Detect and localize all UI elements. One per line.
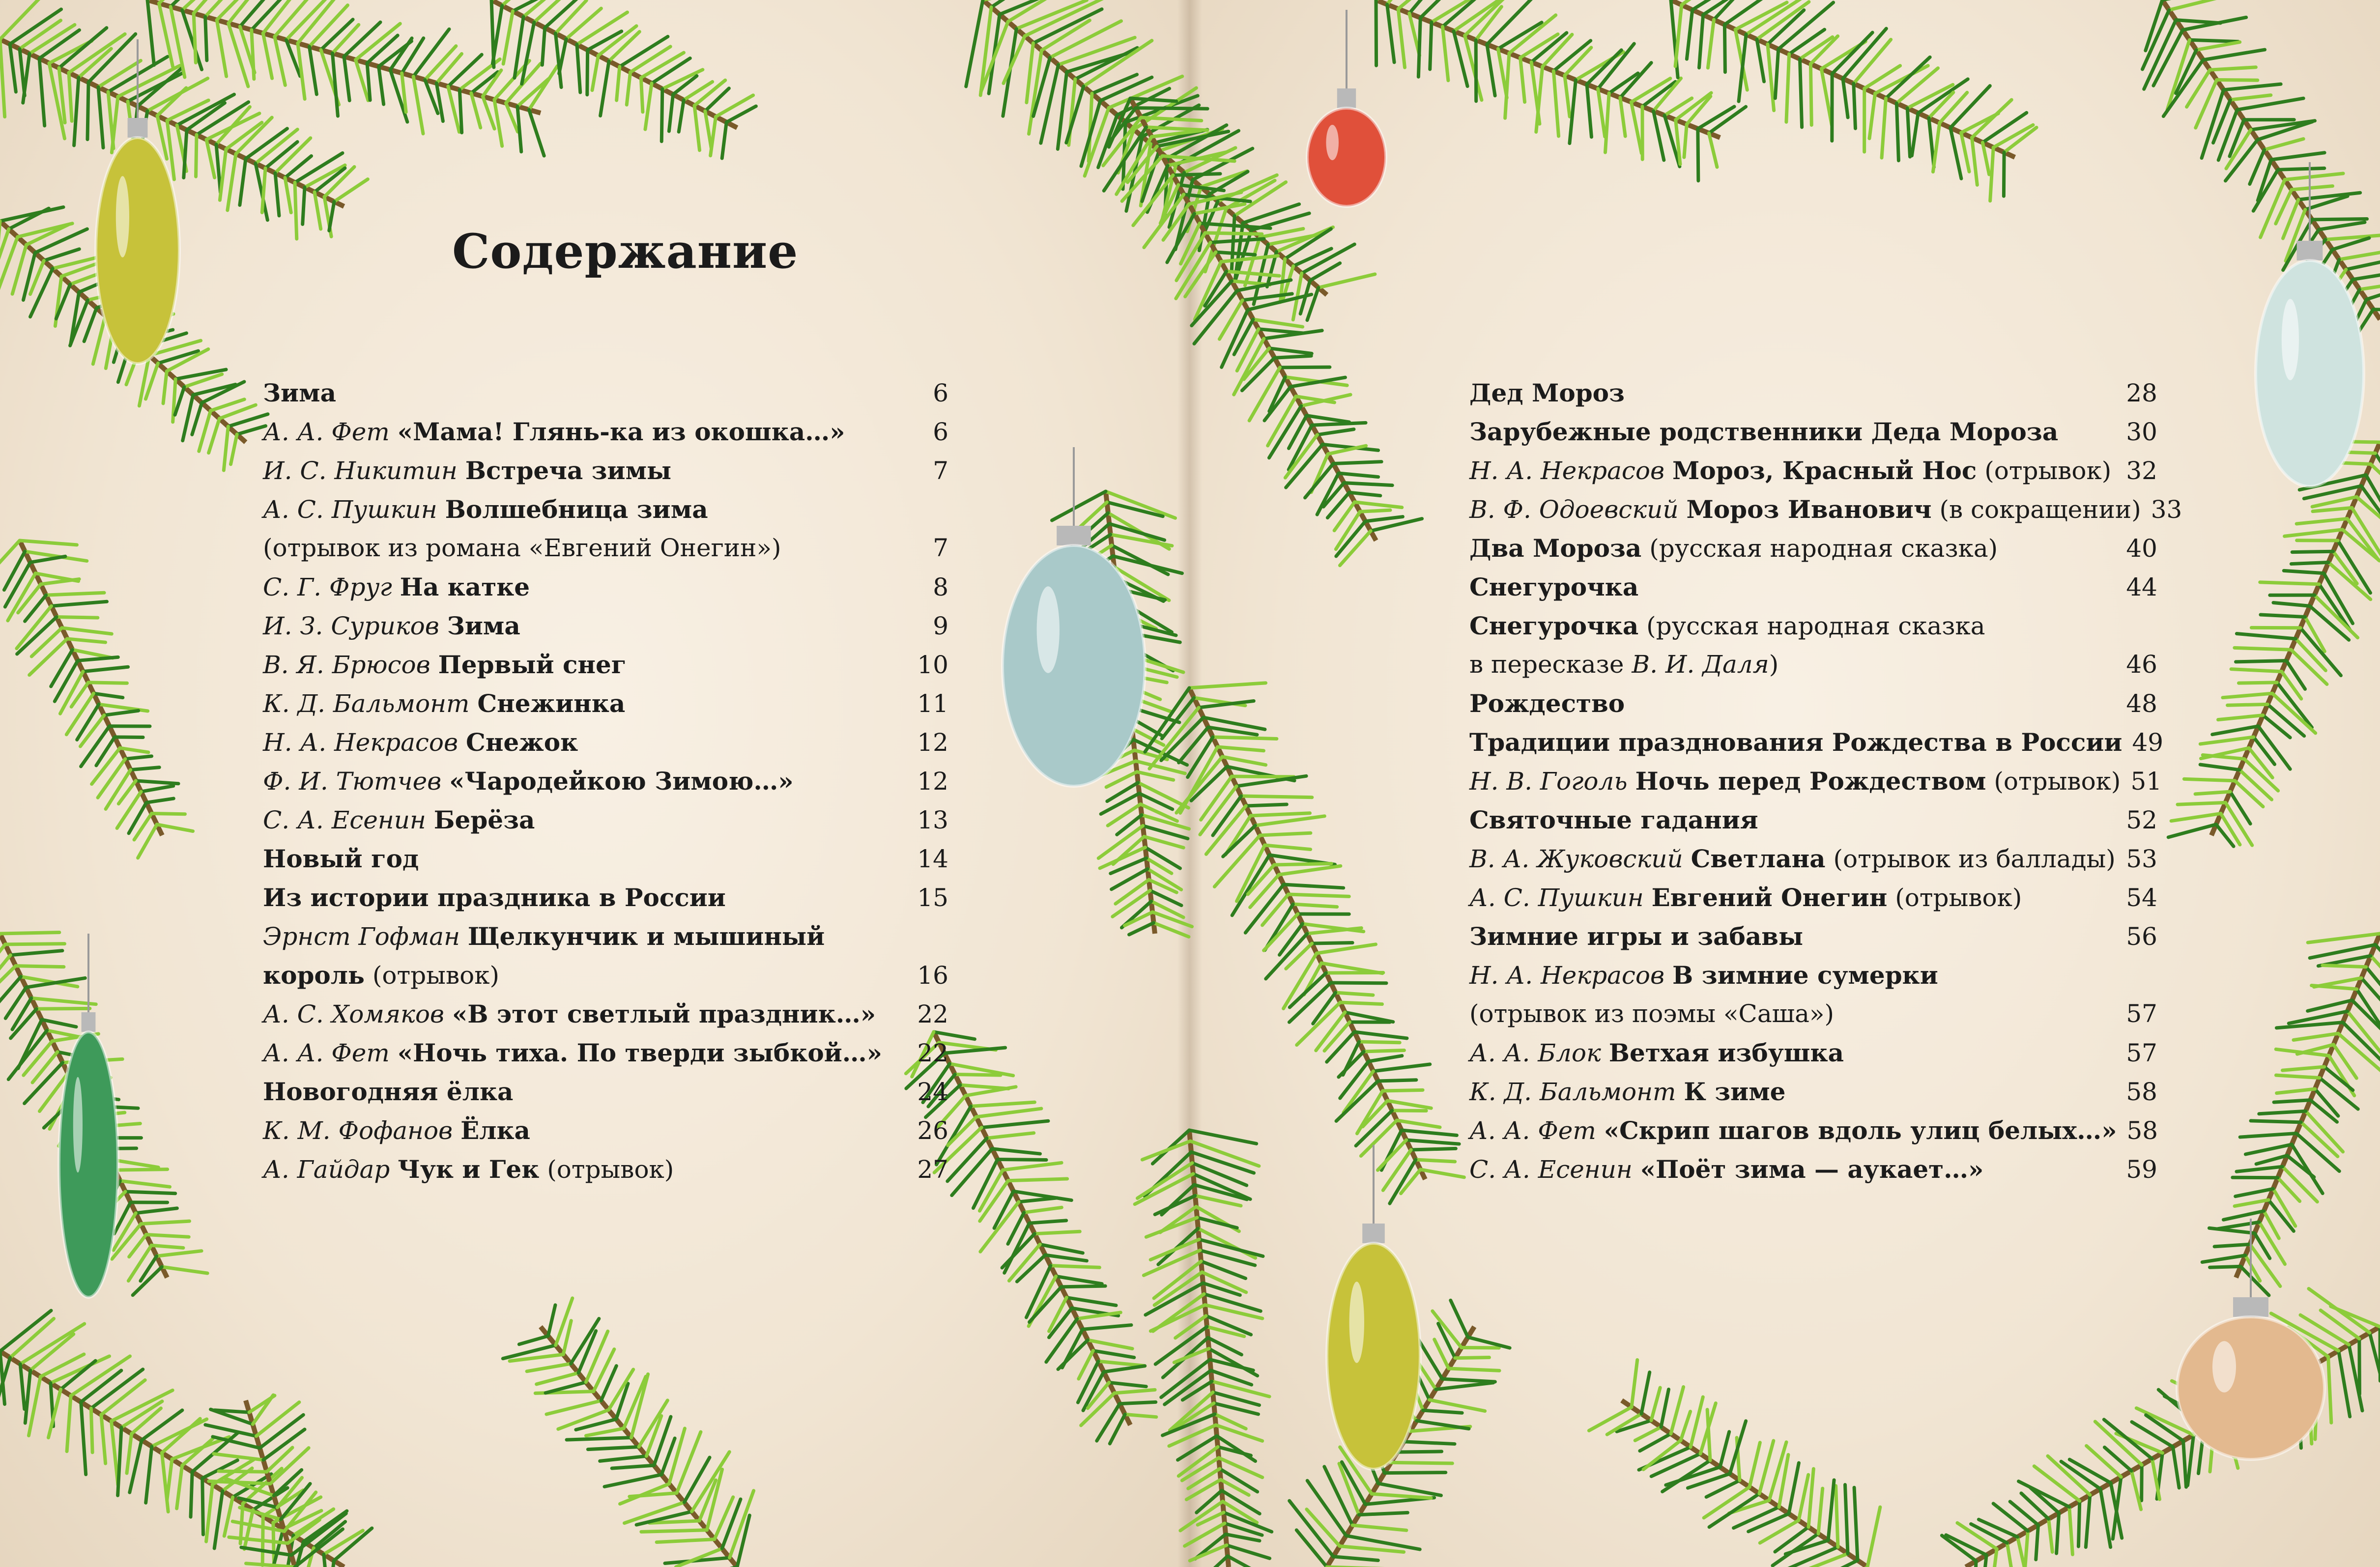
toc-entry [263,800,948,839]
toc-author: А. А. Фет [1469,1116,1596,1145]
toc-author: Н. А. Некрасов [1469,961,1665,990]
toc-work: Волшебница зима [445,495,708,524]
toc-note: (русская народная сказка [1646,612,1985,640]
toc-author: К. Д. Бальмонт [263,689,470,718]
toc-work: «Чародейкою Зимою…» [449,767,794,796]
toc-entry-text [263,451,671,490]
toc-work: Ночь перед Рождеством [1635,767,1986,796]
toc-author: А. А. Фет [263,418,390,446]
toc-entry [263,412,948,451]
toc-entry [263,529,948,568]
toc-entry-text [1469,684,1625,723]
toc-entry-text [1469,373,1625,413]
toc-entry [1469,1072,2157,1111]
toc-entry [1469,995,2157,1033]
toc-entry [1469,568,2157,606]
toc-section: Два Мороза [1469,534,1642,563]
toc-entry-text [1469,1111,2117,1150]
fir-branch [2202,934,2380,1295]
toc-entry [1469,451,2157,490]
toc-entry [263,917,948,956]
toc-section: Снегурочка [1469,572,1639,601]
toc-page-number: 53 [2126,845,2157,873]
toc-page-number: 7 [933,534,948,562]
toc-entry [263,956,948,995]
toc-note: (русская народная сказка) [1649,534,1998,563]
toc-entry-text [263,412,845,452]
toc-work: Снежок [466,728,578,757]
toc-note: (отрывок) [1895,883,2022,912]
toc-page-number: 58 [2126,1078,2157,1106]
toc-section: Зарубежные родственники Деда Мороза [1469,417,2059,446]
toc-entry [1469,412,2157,451]
toc-entry [1469,917,2157,956]
toc-entry [1469,723,2164,762]
toc-entry [263,1072,948,1111]
toc-page-number: 12 [917,767,948,796]
toc-page-number: 6 [933,379,948,407]
toc-entry [263,1150,948,1189]
toc-author: С. А. Есенин [1469,1155,1633,1184]
toc-note: (отрывок из романа «Евгений Онегин») [263,534,781,562]
toc-author: Ф. И. Тютчев [263,767,442,796]
toc-entry [263,645,948,684]
toc-entry [1469,839,2157,878]
toc-entry-text [263,839,419,879]
toc-author: А. С. Пушкин [1469,883,1644,912]
toc-entry-text [263,917,825,956]
ornament-ball-icon [2177,1219,2324,1459]
toc-section: Святочные гадания [1469,805,1758,834]
toc-note: (отрывок из поэмы «Саша») [1469,999,1835,1028]
toc-page-number: 24 [917,1078,948,1106]
fir-branch [491,0,756,158]
toc-entry-text [263,1033,882,1073]
toc-author: Н. А. Некрасов [263,728,459,757]
toc-page-number: 16 [917,961,948,990]
toc-entry-text [263,878,726,917]
toc-section: Зима [263,378,336,407]
toc-page-number: 46 [2126,650,2157,679]
toc-author: А. А. Блок [1469,1039,1601,1067]
toc-author: К. Д. Бальмонт [1469,1078,1676,1106]
toc-work: Первый снег [438,650,627,679]
toc-page-number: 7 [933,456,948,485]
toc-page-number: 59 [2126,1155,2157,1184]
toc-note: в пересказе [1469,650,1624,679]
toc-note: (отрывок) [547,1155,674,1184]
toc-work: «Скрип шагов вдоль улиц белых…» [1604,1116,2117,1145]
toc-author: В. Ф. Одоевский [1469,495,1679,524]
toc-entry [263,762,948,800]
toc-author: Н. А. Некрасов [1469,456,1665,485]
toc-entry-text [1469,606,1985,646]
toc-section: Новогодняя ёлка [263,1077,514,1106]
toc-page-number: 28 [2126,379,2157,407]
toc-entry [263,1033,948,1072]
toc-entry-text [263,606,520,646]
ornament-green-icicle-icon [59,934,118,1297]
toc-section: Рождество [1469,689,1625,718]
toc-author: И. З. Суриков [263,612,439,640]
fir-branch [1942,1289,2380,1567]
toc-page-number: 57 [2126,999,2157,1028]
toc-entry-text [263,956,499,995]
fir-branch [0,541,193,858]
toc-entry-text [263,1150,674,1189]
toc-entry [1469,684,2157,723]
toc-entry-text [1469,645,1778,684]
toc-entry [1469,529,2157,568]
toc-author: В. И. Даля [1632,650,1769,679]
toc-entry-text [1469,529,1998,568]
toc-page-number: 8 [933,573,948,601]
toc-entry-text [1469,917,1803,956]
toc-entry-text [1469,1033,1844,1073]
toc-page-number: 15 [917,883,948,912]
toc-left-column [263,373,948,1189]
toc-author: И. С. Никитин [263,456,458,485]
toc-note: (отрывок) [1994,767,2121,796]
toc-page-number: 22 [917,1039,948,1067]
toc-entry-text [1469,995,1834,1033]
toc-entry-text [1469,412,2058,452]
toc-entry [1469,645,2157,684]
toc-entry [263,568,948,606]
toc-work: «В этот светлый праздник…» [452,999,876,1028]
toc-page-number: 48 [2126,689,2157,718]
toc-entry [263,995,948,1033]
page-title: Содержание [452,224,799,279]
toc-page-number: 49 [2132,728,2164,757]
toc-work: Ветхая избушка [1608,1038,1844,1067]
toc-page-number: 33 [2151,495,2182,524]
toc-entry [1469,1033,2157,1072]
toc-page-number: 12 [917,728,948,757]
toc-entry [1469,373,2157,412]
toc-note: (отрывок) [372,961,499,990]
toc-page-number: 52 [2126,806,2157,834]
toc-entry [263,839,948,878]
toc-page-number: 40 [2126,534,2157,563]
toc-author: А. С. Хомяков [263,1000,445,1028]
toc-work: Берёза [433,805,535,834]
toc-entry [1469,1150,2157,1189]
toc-work: Светлана [1691,844,1826,873]
toc-entry [263,1111,948,1150]
toc-entry-text [1469,723,2122,762]
toc-entry-text [263,762,794,801]
toc-section: Традиции празднования Рождества в России [1469,728,2122,757]
fir-branch [1589,1360,1880,1567]
toc-note: ) [1769,650,1779,679]
toc-entry-text [263,529,781,568]
toc-entry [1469,800,2157,839]
toc-entry-text [263,568,530,607]
toc-page-number: 13 [917,806,948,834]
toc-note: (в сокращении) [1939,495,2141,524]
toc-work: Снежинка [477,689,626,718]
toc-work: «Мама! Глянь-ка из окошка…» [397,417,845,446]
toc-entry [263,878,948,917]
toc-work: Евгений Онегин [1651,883,1888,912]
toc-page-number: 30 [2126,418,2157,446]
fir-branch [503,1298,753,1567]
toc-entry-text [1469,762,2121,801]
toc-entry-text [1469,956,1938,995]
toc-author: Н. В. Гоголь [1469,767,1628,796]
toc-author: В. А. Жуковский [1469,845,1683,873]
toc-entry [263,451,948,490]
toc-page-number: 51 [2130,767,2162,796]
toc-page-number: 14 [917,845,948,873]
fir-branch [1145,683,1464,1203]
toc-entry [1469,1111,2157,1150]
toc-author: С. А. Есенин [263,806,426,834]
toc-entry [263,606,948,645]
toc-entry-text [263,490,708,529]
toc-entry [1469,762,2162,800]
fir-branch [205,1395,346,1567]
toc-entry-text [1469,568,1638,607]
toc-work: Зима [447,611,520,640]
toc-author: Эрнст Гофман [263,922,460,951]
toc-work: король [263,961,365,990]
toc-work: «Поёт зима — аукает…» [1640,1155,1984,1184]
toc-page-number: 9 [933,612,948,640]
toc-entry-text [1469,1150,1983,1189]
toc-work: В зимние сумерки [1672,961,1938,990]
toc-section: Снегурочка [1469,611,1639,640]
toc-page-number: 54 [2126,883,2157,912]
toc-work: К зиме [1684,1077,1786,1106]
toc-note: (отрывок) [1984,456,2112,485]
fir-branch [1671,0,2036,201]
toc-author: К. М. Фофанов [263,1116,453,1145]
toc-entry [263,723,948,762]
toc-work: Мороз Иванович [1686,495,1932,524]
toc-entry [1469,878,2157,917]
toc-author: А. С. Пушкин [263,495,437,524]
ornament-yellow-cone-icon [1327,1145,1420,1469]
toc-note: (отрывок из баллады) [1833,845,2116,873]
fir-branch [0,1311,372,1567]
toc-section: Зимние игры и забавы [1469,922,1804,951]
toc-entry [263,490,948,529]
fir-branch [2168,441,2380,847]
toc-author: А. А. Фет [263,1039,390,1067]
toc-work: Встреча зимы [465,456,672,485]
ornament-red-cone-icon [1307,10,1386,206]
toc-entry [1469,490,2182,529]
toc-entry-text [263,1111,530,1150]
toc-work: «Ночь тиха. По тверди зыбкой…» [397,1038,883,1067]
toc-entry-text [1469,451,2111,490]
toc-section: Дед Мороз [1469,378,1625,407]
toc-work: Мороз, Красный Нос [1672,456,1977,485]
toc-right-column [1469,373,2182,1189]
fir-branch [1135,1130,1272,1567]
toc-work: На катке [400,572,530,601]
toc-section: Новый год [263,844,419,873]
toc-entry-text [263,1072,513,1111]
toc-page-number: 32 [2126,456,2157,485]
toc-page-number: 11 [917,689,948,718]
toc-page-number: 44 [2126,573,2157,601]
toc-entry-text [1469,800,1758,840]
toc-section: Из истории праздника в России [263,883,726,912]
toc-entry-text [1469,839,2116,879]
toc-author: В. Я. Брюсов [263,651,430,679]
toc-entry-text [263,684,625,723]
toc-entry-text [263,373,336,413]
toc-page-number: 6 [933,418,948,446]
toc-entry [263,684,948,723]
toc-page-number: 58 [2126,1116,2158,1145]
toc-page-number: 10 [917,651,948,679]
toc-entry-text [263,800,535,840]
fir-branch [0,0,368,239]
toc-author: С. Г. Фруг [263,573,392,601]
toc-page-number: 57 [2126,1039,2157,1067]
toc-entry-text [1469,490,2141,529]
toc-entry-text [1469,1072,1785,1111]
toc-page-number: 56 [2126,922,2157,951]
toc-work: Ёлка [460,1116,530,1145]
toc-entry-text [263,995,876,1034]
toc-work: Чук и Гек [398,1155,540,1184]
toc-entry-text [263,645,626,684]
ornament-yellow-cone-icon [96,39,179,364]
toc-entry [1469,606,2157,645]
toc-entry-text [1469,878,2022,917]
toc-entry [1469,956,2157,995]
toc-page-number: 27 [917,1155,948,1184]
toc-entry-text [263,723,578,762]
toc-entry [263,373,948,412]
toc-author: А. Гайдар [263,1155,390,1184]
toc-work: Щелкунчик и мышиный [467,922,825,951]
toc-page-number: 26 [917,1116,948,1145]
toc-page-number: 22 [917,1000,948,1028]
